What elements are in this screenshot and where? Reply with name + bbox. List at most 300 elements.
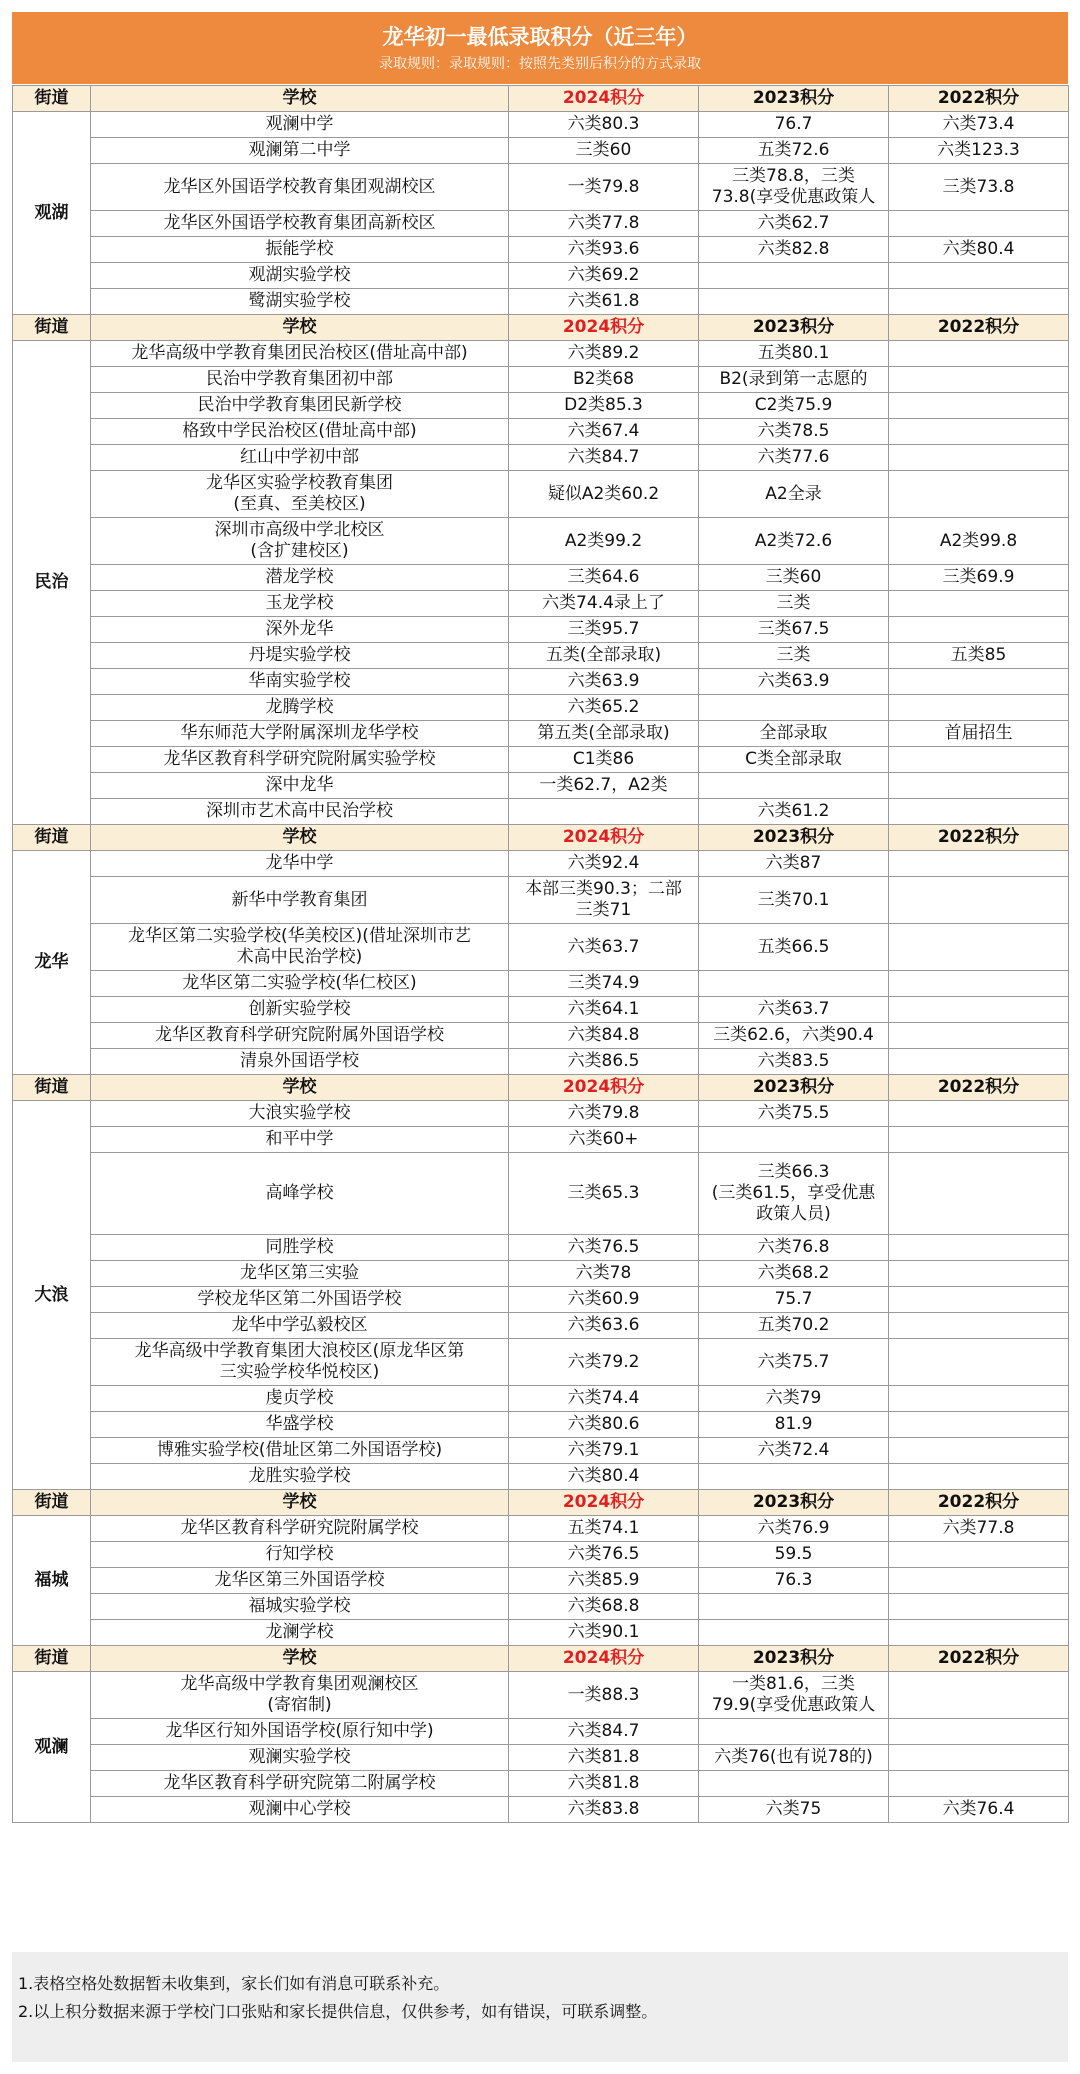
title-banner — [12, 12, 1068, 84]
school-name: 龙华区教育科学研究院附属实验学校 — [91, 747, 509, 773]
table-row — [13, 1464, 1069, 1490]
score-2024: 六类61.8 — [509, 289, 699, 315]
table-row — [13, 1672, 1069, 1719]
table-row — [13, 237, 1069, 263]
score-2022 — [889, 1542, 1069, 1568]
score-2022: 六类77.8 — [889, 1516, 1069, 1542]
score-2024 — [509, 799, 699, 825]
school-name: 振能学校 — [91, 237, 509, 263]
score-2022 — [889, 367, 1069, 393]
score-2023: 一类81.6，三类 79.9(享受优惠政策人 — [699, 1672, 889, 1719]
school-name: 龙澜学校 — [91, 1620, 509, 1646]
table-row — [13, 341, 1069, 367]
header-2023: 2023积分 — [699, 86, 889, 112]
school-name: 龙华区第三实验 — [91, 1261, 509, 1287]
school-name: 民治中学教育集团初中部 — [91, 367, 509, 393]
score-2022 — [889, 799, 1069, 825]
score-2024: 六类84.8 — [509, 1023, 699, 1049]
score-2024: 六类76.5 — [509, 1235, 699, 1261]
header-school: 学校 — [91, 1646, 509, 1672]
score-2023: 五类70.2 — [699, 1313, 889, 1339]
score-2024: 三类74.9 — [509, 971, 699, 997]
school-name: 龙华区行知外国语学校(原行知中学) — [91, 1719, 509, 1745]
table-row — [13, 1339, 1069, 1386]
score-2024: 三类64.6 — [509, 565, 699, 591]
table-row — [13, 1797, 1069, 1823]
school-name: 和平中学 — [91, 1127, 509, 1153]
score-2024: 六类86.5 — [509, 1049, 699, 1075]
score-2022: 六类123.3 — [889, 138, 1069, 164]
score-2024: 六类83.8 — [509, 1797, 699, 1823]
score-2023: 六类87 — [699, 851, 889, 877]
note-2: 2.以上积分数据来源于学校门口张贴和家长提供信息，仅供参考，如有错误，可联系调整。 — [18, 2002, 658, 2021]
score-2022 — [889, 695, 1069, 721]
street-name: 福城 — [13, 1516, 91, 1646]
score-2024: 一类62.7，A2类 — [509, 773, 699, 799]
school-name: 龙华区第二实验学校(华美校区)(借址深圳市艺 术高中民治学校) — [91, 924, 509, 971]
table-row — [13, 1153, 1069, 1235]
score-2023: 五类66.5 — [699, 924, 889, 971]
header-2023: 2023积分 — [699, 1075, 889, 1101]
table-row — [13, 471, 1069, 518]
school-name: 丹堤实验学校 — [91, 643, 509, 669]
table-row — [13, 851, 1069, 877]
school-name: 龙华中学 — [91, 851, 509, 877]
score-2023: 六类72.4 — [699, 1438, 889, 1464]
table-row — [13, 565, 1069, 591]
header-2022: 2022积分 — [889, 825, 1069, 851]
school-name: 观澜第二中学 — [91, 138, 509, 164]
footer-notes — [12, 1952, 1068, 2062]
school-name: 观澜实验学校 — [91, 1745, 509, 1771]
score-2023: 三类78.8，三类 73.8(享受优惠政策人 — [699, 164, 889, 211]
school-name: 民治中学教育集团民新学校 — [91, 393, 509, 419]
school-name: 深中龙华 — [91, 773, 509, 799]
score-2022 — [889, 877, 1069, 924]
table-row — [13, 1127, 1069, 1153]
score-2023: 六类82.8 — [699, 237, 889, 263]
score-2022 — [889, 1127, 1069, 1153]
score-2022 — [889, 1261, 1069, 1287]
header-2022: 2022积分 — [889, 1646, 1069, 1672]
table-row — [13, 1023, 1069, 1049]
score-2024: 六类79.8 — [509, 1101, 699, 1127]
school-name: 格致中学民治校区(借址高中部) — [91, 419, 509, 445]
score-2023: 六类68.2 — [699, 1261, 889, 1287]
header-row — [13, 86, 1069, 112]
school-name: 大浪实验学校 — [91, 1101, 509, 1127]
school-name: 新华中学教育集团 — [91, 877, 509, 924]
table-row — [13, 1101, 1069, 1127]
score-2024: 六类63.9 — [509, 669, 699, 695]
score-2023: 六类78.5 — [699, 419, 889, 445]
score-2023: 59.5 — [699, 1542, 889, 1568]
score-2024: 六类74.4录上了 — [509, 591, 699, 617]
school-name: 龙华区第二实验学校(华仁校区) — [91, 971, 509, 997]
page-title: 龙华初一最低录取积分（近三年） — [382, 25, 698, 49]
score-2023 — [699, 289, 889, 315]
score-2023: 六类63.9 — [699, 669, 889, 695]
score-2023: C2类75.9 — [699, 393, 889, 419]
score-2022 — [889, 419, 1069, 445]
table-row — [13, 1719, 1069, 1745]
header-row — [13, 825, 1069, 851]
score-2024: D2类85.3 — [509, 393, 699, 419]
score-2023: 六类61.2 — [699, 799, 889, 825]
score-2022 — [889, 1023, 1069, 1049]
header-2023: 2023积分 — [699, 825, 889, 851]
score-2022 — [889, 669, 1069, 695]
score-2023: 六类76.9 — [699, 1516, 889, 1542]
table-row — [13, 971, 1069, 997]
score-2023 — [699, 1594, 889, 1620]
score-2022 — [889, 1313, 1069, 1339]
score-2024: 六类68.8 — [509, 1594, 699, 1620]
school-name: 龙华区教育科学研究院附属外国语学校 — [91, 1023, 509, 1049]
school-name: 华盛学校 — [91, 1412, 509, 1438]
score-2023: 三类70.1 — [699, 877, 889, 924]
score-2023: 三类67.5 — [699, 617, 889, 643]
table-row — [13, 164, 1069, 211]
school-name: 学校龙华区第二外国语学校 — [91, 1287, 509, 1313]
score-2024: 六类63.6 — [509, 1313, 699, 1339]
school-name: 观澜中心学校 — [91, 1797, 509, 1823]
table-row — [13, 591, 1069, 617]
score-2023: 76.7 — [699, 112, 889, 138]
street-name: 民治 — [13, 341, 91, 825]
score-2022 — [889, 1771, 1069, 1797]
score-table — [12, 85, 1069, 1823]
score-2023 — [699, 1620, 889, 1646]
score-2022 — [889, 1594, 1069, 1620]
table-row — [13, 1261, 1069, 1287]
score-2024: 六类77.8 — [509, 211, 699, 237]
score-2022: 首届招生 — [889, 721, 1069, 747]
admission-rule: 录取规则：录取规则：按照先类别后积分的方式录取 — [379, 56, 701, 72]
score-2024: 六类90.1 — [509, 1620, 699, 1646]
score-2023: 六类83.5 — [699, 1049, 889, 1075]
score-2024: 六类78 — [509, 1261, 699, 1287]
score-2023: 三类60 — [699, 565, 889, 591]
score-2022: 三类73.8 — [889, 164, 1069, 211]
score-2023: 六类79 — [699, 1386, 889, 1412]
school-name: 鹭湖实验学校 — [91, 289, 509, 315]
score-2024: 六类67.4 — [509, 419, 699, 445]
score-2024: 六类85.9 — [509, 1568, 699, 1594]
header-row — [13, 1075, 1069, 1101]
school-name: 同胜学校 — [91, 1235, 509, 1261]
school-name: 龙华区教育科学研究院第二附属学校 — [91, 1771, 509, 1797]
table-row — [13, 643, 1069, 669]
score-2023: 六类75.7 — [699, 1339, 889, 1386]
score-2022 — [889, 1745, 1069, 1771]
score-2023: 三类 — [699, 643, 889, 669]
header-school: 学校 — [91, 315, 509, 341]
table-row — [13, 1516, 1069, 1542]
score-2023: 五类72.6 — [699, 138, 889, 164]
note-1: 1.表格空格处数据暂未收集到，家长们如有消息可联系补充。 — [18, 1974, 450, 1993]
score-2022 — [889, 1568, 1069, 1594]
score-2023: 76.3 — [699, 1568, 889, 1594]
table-row — [13, 211, 1069, 237]
table-row — [13, 419, 1069, 445]
score-2024: 六类80.4 — [509, 1464, 699, 1490]
score-2024: 六类92.4 — [509, 851, 699, 877]
score-2022 — [889, 924, 1069, 971]
score-2024: C1类86 — [509, 747, 699, 773]
score-2024: 六类60+ — [509, 1127, 699, 1153]
school-name: 福城实验学校 — [91, 1594, 509, 1620]
score-2022 — [889, 1620, 1069, 1646]
score-2022: 六类80.4 — [889, 237, 1069, 263]
score-2024: 本部三类90.3；二部 三类71 — [509, 877, 699, 924]
header-2022: 2022积分 — [889, 86, 1069, 112]
score-2023 — [699, 971, 889, 997]
school-name: 龙胜实验学校 — [91, 1464, 509, 1490]
score-2023: 五类80.1 — [699, 341, 889, 367]
school-name: 行知学校 — [91, 1542, 509, 1568]
table-row — [13, 1542, 1069, 1568]
header-street: 街道 — [13, 1075, 91, 1101]
school-name: 龙华区第三外国语学校 — [91, 1568, 509, 1594]
score-2024: A2类99.2 — [509, 518, 699, 565]
score-2022 — [889, 997, 1069, 1023]
score-2022: 三类69.9 — [889, 565, 1069, 591]
score-2022 — [889, 1412, 1069, 1438]
school-name: 华东师范大学附属深圳龙华学校 — [91, 721, 509, 747]
school-name: 深圳市高级中学北校区 (含扩建校区) — [91, 518, 509, 565]
header-2023: 2023积分 — [699, 1490, 889, 1516]
table-row — [13, 721, 1069, 747]
score-2024: 六类60.9 — [509, 1287, 699, 1313]
header-2024: 2024积分 — [509, 1075, 699, 1101]
score-2024: 六类65.2 — [509, 695, 699, 721]
score-2024: 六类84.7 — [509, 445, 699, 471]
header-2022: 2022积分 — [889, 1490, 1069, 1516]
table-row — [13, 1620, 1069, 1646]
header-street: 街道 — [13, 1490, 91, 1516]
school-name: 创新实验学校 — [91, 997, 509, 1023]
header-2024: 2024积分 — [509, 1490, 699, 1516]
school-name: 玉龙学校 — [91, 591, 509, 617]
school-name: 龙华高级中学教育集团观澜校区 (寄宿制) — [91, 1672, 509, 1719]
header-street: 街道 — [13, 315, 91, 341]
header-school: 学校 — [91, 825, 509, 851]
table-row — [13, 1568, 1069, 1594]
score-2024: 六类74.4 — [509, 1386, 699, 1412]
header-street: 街道 — [13, 86, 91, 112]
table-row — [13, 367, 1069, 393]
table-row — [13, 1049, 1069, 1075]
school-name: 博雅实验学校(借址区第二外国语学校) — [91, 1438, 509, 1464]
score-2022 — [889, 471, 1069, 518]
score-2023: 81.9 — [699, 1412, 889, 1438]
school-name: 潜龙学校 — [91, 565, 509, 591]
table-row — [13, 1386, 1069, 1412]
score-2024: 六类93.6 — [509, 237, 699, 263]
score-2024: 一类88.3 — [509, 1672, 699, 1719]
score-2023 — [699, 1771, 889, 1797]
school-name: 龙华区实验学校教育集团 (至真、至美校区) — [91, 471, 509, 518]
table-row — [13, 1313, 1069, 1339]
table-row — [13, 1287, 1069, 1313]
score-2024: 六类84.7 — [509, 1719, 699, 1745]
header-row — [13, 1490, 1069, 1516]
header-school: 学校 — [91, 1075, 509, 1101]
score-2024: 三类95.7 — [509, 617, 699, 643]
score-2024: 六类81.8 — [509, 1771, 699, 1797]
school-name: 龙华区教育科学研究院附属学校 — [91, 1516, 509, 1542]
score-2023: 六类75.5 — [699, 1101, 889, 1127]
score-2023: 六类75 — [699, 1797, 889, 1823]
table-row — [13, 263, 1069, 289]
street-name: 观湖 — [13, 112, 91, 315]
score-2022 — [889, 591, 1069, 617]
school-name: 深外龙华 — [91, 617, 509, 643]
score-2024: 五类(全部录取) — [509, 643, 699, 669]
score-2023: 六类62.7 — [699, 211, 889, 237]
score-2023 — [699, 1127, 889, 1153]
score-2023: 三类 — [699, 591, 889, 617]
score-2022 — [889, 445, 1069, 471]
score-2023: 全部录取 — [699, 721, 889, 747]
score-2023: 六类63.7 — [699, 997, 889, 1023]
table-row — [13, 773, 1069, 799]
score-2023: A2类72.6 — [699, 518, 889, 565]
header-school: 学校 — [91, 86, 509, 112]
score-2022 — [889, 1153, 1069, 1235]
score-2024: 第五类(全部录取) — [509, 721, 699, 747]
score-2024: 疑似A2类60.2 — [509, 471, 699, 518]
header-2024: 2024积分 — [509, 1646, 699, 1672]
score-2022 — [889, 289, 1069, 315]
score-2022 — [889, 617, 1069, 643]
score-2022 — [889, 1438, 1069, 1464]
score-2024: 六类80.3 — [509, 112, 699, 138]
header-2022: 2022积分 — [889, 315, 1069, 341]
score-2022 — [889, 1339, 1069, 1386]
score-2022 — [889, 971, 1069, 997]
score-2024: 五类74.1 — [509, 1516, 699, 1542]
table-row — [13, 1438, 1069, 1464]
score-2022: 六类73.4 — [889, 112, 1069, 138]
score-2023: 六类76(也有说78的) — [699, 1745, 889, 1771]
score-2022 — [889, 1287, 1069, 1313]
score-2023: C类全部录取 — [699, 747, 889, 773]
street-name: 观澜 — [13, 1672, 91, 1823]
school-name: 龙华区外国语学校教育集团观湖校区 — [91, 164, 509, 211]
table-row — [13, 445, 1069, 471]
score-2022 — [889, 1672, 1069, 1719]
score-2024: 三类60 — [509, 138, 699, 164]
score-2024: 六类63.7 — [509, 924, 699, 971]
school-name: 清泉外国语学校 — [91, 1049, 509, 1075]
score-2022: 五类85 — [889, 643, 1069, 669]
score-2024: 六类89.2 — [509, 341, 699, 367]
score-2024: 六类64.1 — [509, 997, 699, 1023]
header-row — [13, 1646, 1069, 1672]
score-2022 — [889, 1464, 1069, 1490]
score-2022 — [889, 773, 1069, 799]
score-2022: A2类99.8 — [889, 518, 1069, 565]
school-name: 龙腾学校 — [91, 695, 509, 721]
score-2023: 三类66.3 (三类61.5，享受优惠 政策人员) — [699, 1153, 889, 1235]
school-name: 红山中学初中部 — [91, 445, 509, 471]
score-2022 — [889, 263, 1069, 289]
school-name: 龙华高级中学教育集团民治校区(借址高中部) — [91, 341, 509, 367]
score-2024: 三类65.3 — [509, 1153, 699, 1235]
score-2022 — [889, 1719, 1069, 1745]
table-row — [13, 997, 1069, 1023]
school-name: 虔贞学校 — [91, 1386, 509, 1412]
table-row — [13, 877, 1069, 924]
score-2023: 75.7 — [699, 1287, 889, 1313]
score-2023 — [699, 773, 889, 799]
score-2024: B2类68 — [509, 367, 699, 393]
table-row — [13, 799, 1069, 825]
score-2022 — [889, 341, 1069, 367]
score-2022 — [889, 1049, 1069, 1075]
score-2022 — [889, 851, 1069, 877]
table-row — [13, 747, 1069, 773]
street-name: 大浪 — [13, 1101, 91, 1490]
header-2023: 2023积分 — [699, 315, 889, 341]
school-name: 龙华区外国语学校教育集团高新校区 — [91, 211, 509, 237]
score-2023: 三类62.6，六类90.4 — [699, 1023, 889, 1049]
table-row — [13, 289, 1069, 315]
score-2022 — [889, 747, 1069, 773]
school-name: 深圳市艺术高中民治学校 — [91, 799, 509, 825]
header-row — [13, 315, 1069, 341]
score-2022 — [889, 1235, 1069, 1261]
score-2023 — [699, 1719, 889, 1745]
score-2022: 六类76.4 — [889, 1797, 1069, 1823]
score-2024: 六类80.6 — [509, 1412, 699, 1438]
score-2024: 六类81.8 — [509, 1745, 699, 1771]
school-name: 华南实验学校 — [91, 669, 509, 695]
score-2023: B2(录到第一志愿的 — [699, 367, 889, 393]
table-row — [13, 1235, 1069, 1261]
school-name: 观澜中学 — [91, 112, 509, 138]
header-2022: 2022积分 — [889, 1075, 1069, 1101]
score-2022 — [889, 1386, 1069, 1412]
header-2024: 2024积分 — [509, 825, 699, 851]
table-row — [13, 1412, 1069, 1438]
table-row — [13, 924, 1069, 971]
table-row — [13, 138, 1069, 164]
school-name: 观湖实验学校 — [91, 263, 509, 289]
header-2024: 2024积分 — [509, 86, 699, 112]
school-name: 高峰学校 — [91, 1153, 509, 1235]
score-2024: 六类79.2 — [509, 1339, 699, 1386]
table-row — [13, 112, 1069, 138]
score-2023: 六类77.6 — [699, 445, 889, 471]
table-row — [13, 393, 1069, 419]
header-2024: 2024积分 — [509, 315, 699, 341]
table-row — [13, 1594, 1069, 1620]
header-street: 街道 — [13, 1646, 91, 1672]
header-street: 街道 — [13, 825, 91, 851]
street-name: 龙华 — [13, 851, 91, 1075]
table-row — [13, 617, 1069, 643]
table-row — [13, 1745, 1069, 1771]
score-2023 — [699, 1464, 889, 1490]
table-row — [13, 669, 1069, 695]
table-row — [13, 518, 1069, 565]
score-2024: 六类69.2 — [509, 263, 699, 289]
school-name: 龙华中学弘毅校区 — [91, 1313, 509, 1339]
score-2023 — [699, 695, 889, 721]
